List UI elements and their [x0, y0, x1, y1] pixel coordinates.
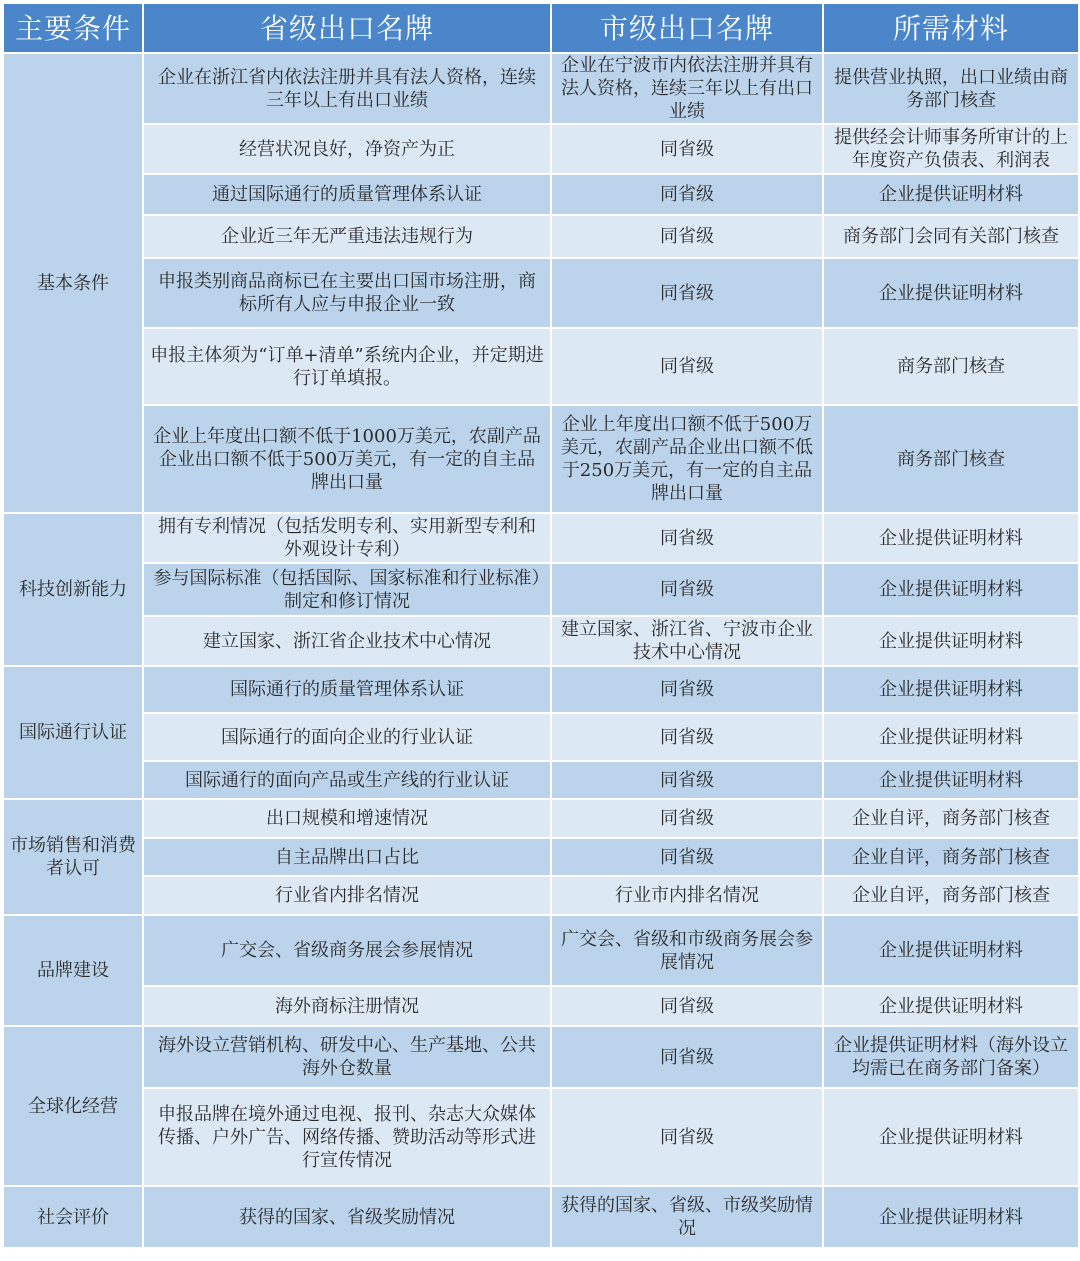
city-cell: 同省级	[551, 1088, 823, 1186]
material-cell: 提供经会计师事务所审计的上年度资产负债表、利润表	[823, 124, 1079, 174]
city-cell: 同省级	[551, 761, 823, 799]
city-cell: 同省级	[551, 1026, 823, 1088]
table-row	[3, 1026, 1079, 1088]
city-cell: 同省级	[551, 563, 823, 616]
provincial-cell: 企业上年度出口额不低于1000万美元，农副产品企业出口额不低于500万美元，有一定的自主品牌出口量	[143, 405, 551, 513]
city-cell: 同省级	[551, 258, 823, 328]
material-cell: 商务部门核查	[823, 405, 1079, 513]
city-cell: 同省级	[551, 328, 823, 405]
table-row	[3, 799, 1079, 838]
provincial-cell: 广交会、省级商务展会参展情况	[143, 915, 551, 986]
material-cell: 企业自评，商务部门核查	[823, 838, 1079, 876]
requirements-table	[2, 2, 1080, 1249]
material-cell: 企业提供证明材料	[823, 761, 1079, 799]
material-cell: 企业提供证明材料	[823, 616, 1079, 666]
city-cell: 建立国家、浙江省、宁波市企业技术中心情况	[551, 616, 823, 666]
header-city-brand: 市级出口名牌	[551, 3, 823, 53]
category-intl-certification: 国际通行认证	[3, 666, 143, 799]
provincial-cell: 拥有专利情况（包括发明专利、实用新型专利和外观设计专利）	[143, 513, 551, 563]
category-market-recognition: 市场销售和消费者认可	[3, 799, 143, 915]
provincial-cell: 参与国际标准（包括国际、国家标准和行业标准）制定和修订情况	[143, 563, 551, 616]
table-row	[3, 215, 1079, 258]
header-provincial-brand: 省级出口名牌	[143, 3, 551, 53]
provincial-cell: 经营状况良好，净资产为正	[143, 124, 551, 174]
provincial-cell: 企业近三年无严重违法违规行为	[143, 215, 551, 258]
provincial-cell: 出口规模和增速情况	[143, 799, 551, 838]
city-cell: 同省级	[551, 124, 823, 174]
provincial-cell: 建立国家、浙江省企业技术中心情况	[143, 616, 551, 666]
table-row	[3, 761, 1079, 799]
material-cell: 企业提供证明材料	[823, 666, 1079, 713]
city-cell: 企业上年度出口额不低于500万美元，农副产品企业出口额不低于250万美元，有一定的自主品牌出口量	[551, 405, 823, 513]
city-cell: 企业在宁波市内依法注册并具有法人资格，连续三年以上有出口业绩	[551, 53, 823, 124]
header-required-materials: 所需材料	[823, 3, 1079, 53]
table-row	[3, 666, 1079, 713]
material-cell: 企业自评，商务部门核查	[823, 876, 1079, 915]
provincial-cell: 国际通行的面向产品或生产线的行业认证	[143, 761, 551, 799]
material-cell: 企业提供证明材料	[823, 1186, 1079, 1248]
table-row	[3, 838, 1079, 876]
material-cell: 企业提供证明材料	[823, 563, 1079, 616]
category-tech-innovation: 科技创新能力	[3, 513, 143, 666]
material-cell: 企业提供证明材料	[823, 258, 1079, 328]
category-social-evaluation: 社会评价	[3, 1186, 143, 1248]
city-cell: 同省级	[551, 838, 823, 876]
provincial-cell: 国际通行的面向企业的行业认证	[143, 713, 551, 761]
material-cell: 提供营业执照，出口业绩由商务部门核查	[823, 53, 1079, 124]
provincial-cell: 申报类别商品商标已在主要出口国市场注册，商标所有人应与申报企业一致	[143, 258, 551, 328]
material-cell: 企业提供证明材料	[823, 513, 1079, 563]
material-cell: 企业提供证明材料（海外设立均需已在商务部门备案）	[823, 1026, 1079, 1088]
table-row	[3, 876, 1079, 915]
table-row	[3, 328, 1079, 405]
table-row	[3, 1088, 1079, 1186]
material-cell: 企业提供证明材料	[823, 986, 1079, 1026]
city-cell: 同省级	[551, 986, 823, 1026]
provincial-cell: 申报主体须为“订单+清单”系统内企业，并定期进行订单填报。	[143, 328, 551, 405]
table-row	[3, 915, 1079, 986]
table-row	[3, 563, 1079, 616]
provincial-cell: 自主品牌出口占比	[143, 838, 551, 876]
provincial-cell: 海外商标注册情况	[143, 986, 551, 1026]
table-row	[3, 1186, 1079, 1248]
provincial-cell: 行业省内排名情况	[143, 876, 551, 915]
material-cell: 企业提供证明材料	[823, 915, 1079, 986]
header-main-conditions: 主要条件	[3, 3, 143, 53]
material-cell: 企业自评，商务部门核查	[823, 799, 1079, 838]
header-row	[3, 3, 1079, 53]
city-cell: 同省级	[551, 799, 823, 838]
table-row	[3, 405, 1079, 513]
provincial-cell: 获得的国家、省级奖励情况	[143, 1186, 551, 1248]
city-cell: 同省级	[551, 174, 823, 215]
category-brand-building: 品牌建设	[3, 915, 143, 1026]
city-cell: 获得的国家、省级、市级奖励情况	[551, 1186, 823, 1248]
provincial-cell: 海外设立营销机构、研发中心、生产基地、公共海外仓数量	[143, 1026, 551, 1088]
category-basic: 基本条件	[3, 53, 143, 513]
city-cell: 同省级	[551, 513, 823, 563]
provincial-cell: 企业在浙江省内依法注册并具有法人资格，连续三年以上有出口业绩	[143, 53, 551, 124]
table-row	[3, 616, 1079, 666]
table-row	[3, 513, 1079, 563]
category-globalization: 全球化经营	[3, 1026, 143, 1186]
table-row	[3, 53, 1079, 124]
material-cell: 商务部门会同有关部门核查	[823, 215, 1079, 258]
material-cell: 企业提供证明材料	[823, 713, 1079, 761]
material-cell: 企业提供证明材料	[823, 174, 1079, 215]
table-row	[3, 124, 1079, 174]
provincial-cell: 通过国际通行的质量管理体系认证	[143, 174, 551, 215]
table-row	[3, 986, 1079, 1026]
table-row	[3, 174, 1079, 215]
table-row	[3, 713, 1079, 761]
city-cell: 同省级	[551, 713, 823, 761]
city-cell: 广交会、省级和市级商务展会参展情况	[551, 915, 823, 986]
table-row	[3, 258, 1079, 328]
city-cell: 同省级	[551, 666, 823, 713]
provincial-cell: 申报品牌在境外通过电视、报刊、杂志大众媒体传播、户外广告、网络传播、赞助活动等形式进行宣传情况	[143, 1088, 551, 1186]
provincial-cell: 国际通行的质量管理体系认证	[143, 666, 551, 713]
city-cell: 行业市内排名情况	[551, 876, 823, 915]
city-cell: 同省级	[551, 215, 823, 258]
material-cell: 商务部门核查	[823, 328, 1079, 405]
material-cell: 企业提供证明材料	[823, 1088, 1079, 1186]
